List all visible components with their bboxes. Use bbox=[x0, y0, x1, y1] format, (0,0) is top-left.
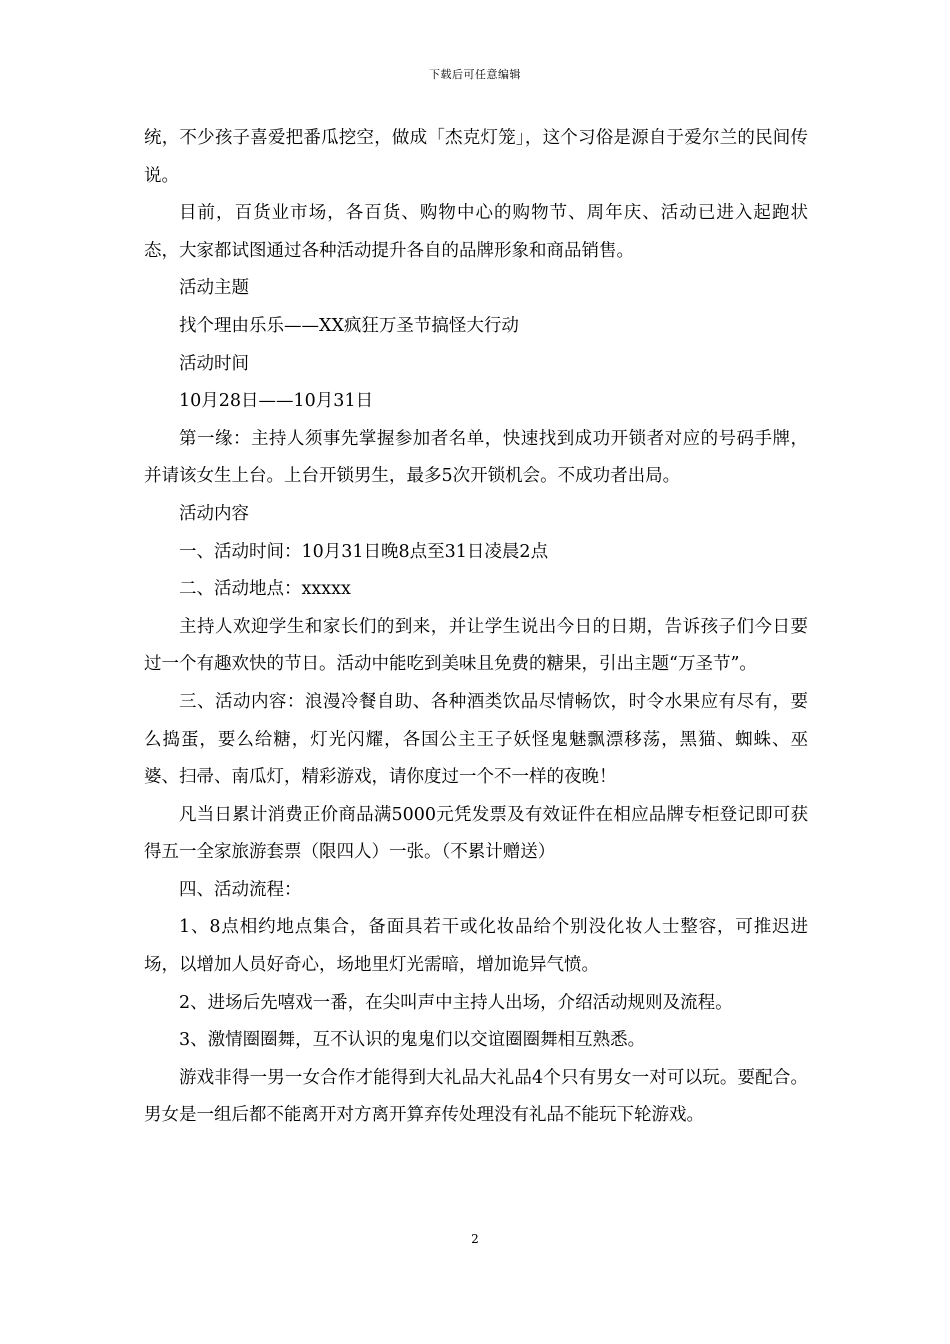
paragraph-item-location: 二、活动地点：xxxxx bbox=[179, 579, 351, 600]
paragraph-step-3: 3、激情圈圈舞，互不认识的鬼鬼们以交谊圈圈舞相互熟悉。 bbox=[179, 1030, 646, 1051]
paragraph-department-store: 目前，百货业市场，各百货、购物中心的购物节、周年庆、活动已进入起跑状态，大家都试图通过各种活动提升各自的品牌形象和商品销售。 bbox=[144, 203, 808, 261]
paragraph-halloween-origin: 统，不少孩子喜爱把番瓜挖空，做成「杰克灯笼」，这个习俗是源自于爱尔兰的民间传说。 bbox=[144, 128, 808, 186]
heading-activity-theme: 活动主题 bbox=[179, 278, 249, 299]
paragraph-first-round: 第一缘：主持人须事先掌握参加者名单，快速找到成功开锁者对应的号码手牌，并请该女生上台。上台开锁男生，最多5次开锁机会。不成功者出局。 bbox=[144, 428, 808, 487]
paragraph-game-rules: 游戏非得一男一女合作才能得到大礼品大礼品4个只有男女一对可以玩。要配合。男女是一组后都不能离开对方离开算弃传处理没有礼品不能玩下轮游戏。 bbox=[144, 1067, 808, 1126]
paragraph-host-welcome: 主持人欢迎学生和家长们的到来，并让学生说出今日的日期，告诉孩子们今日要过一个有趣欢快的节日。活动中能吃到美味且免费的糖果，引出主题“万圣节”。 bbox=[144, 616, 808, 675]
document-body bbox=[144, 120, 808, 1135]
heading-activity-time: 活动时间 bbox=[179, 353, 249, 374]
page-number: 2 bbox=[471, 1232, 479, 1246]
page-header: 下载后可任意编辑 bbox=[429, 68, 521, 81]
paragraph-theme-title: 找个理由乐乐——XX疯狂万圣节搞怪大行动 bbox=[179, 315, 519, 336]
heading-activity-content: 活动内容 bbox=[179, 503, 249, 524]
paragraph-purchase-offer: 凡当日累计消费正价商品满5000元凭发票及有效证件在相应品牌专柜登记即可获得五一全家旅游套票（限四人）一张。（不累计赠送） bbox=[144, 804, 808, 863]
paragraph-step-2: 2、进场后先嘻戏一番，在尖叫声中主持人出场，介绍活动规则及流程。 bbox=[179, 992, 733, 1013]
paragraph-date-range: 10月28日——10月31日 bbox=[179, 391, 374, 412]
paragraph-item-content: 三、活动内容：浪漫冷餐自助、各种酒类饮品尽情畅饮，时令水果应有尽有，要么捣蛋，要么给糖，灯光闪耀，各国公主王子妖怪鬼魅飘漂移荡，黑猫、蜘蛛、巫婆、扫帚、南瓜灯，精彩游戏，请你度过一个不一样的夜晚！ bbox=[144, 691, 808, 788]
paragraph-item-process: 四、活动流程： bbox=[179, 879, 302, 900]
paragraph-step-1: 1、8点相约地点集合，备面具若干或化妆品给个别没化妆人士整容，可推迟进场，以增加人员好奇心，场地里灯光需暗，增加诡异气愤。 bbox=[144, 917, 808, 976]
paragraph-item-time: 一、活动时间：10月31日晚8点至31日凌晨2点 bbox=[179, 541, 549, 562]
